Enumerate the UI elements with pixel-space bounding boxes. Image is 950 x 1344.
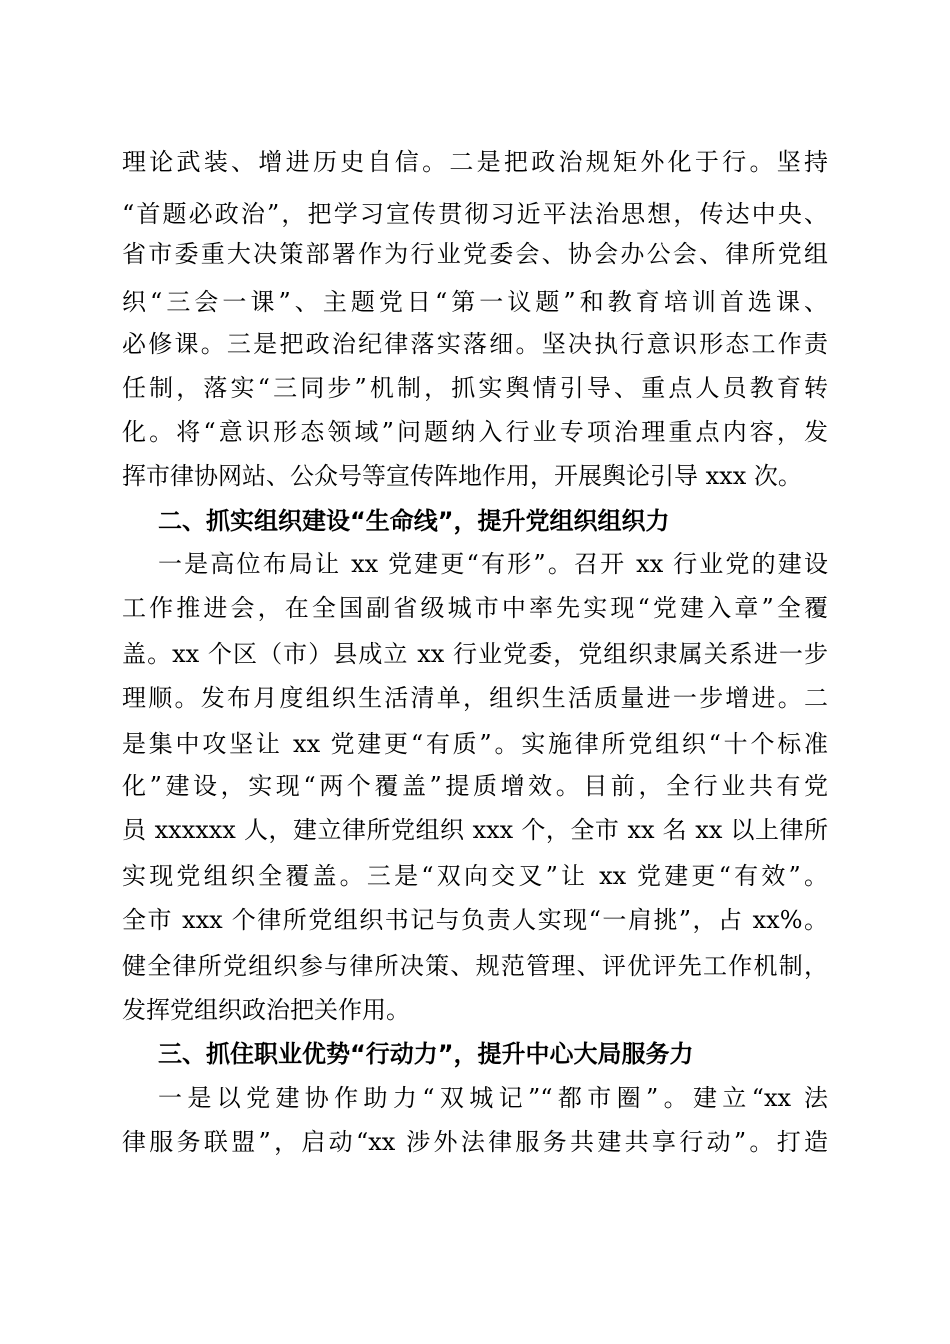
section-heading-organization: 二、抓实组织建设“生命线”，提升党组织组织力 [158,507,670,535]
text-line: 全市 xxx 个律所党组织书记与负责人实现“一肩挑”，占 xx%。 [122,906,828,934]
text-line: 织“三会一课”、主题党日“第一议题”和教育培训首选课、 [122,288,828,316]
text-line: 省市委重大决策部署作为行业党委会、协会办公会、律所党组 [122,240,828,268]
text-line: 工作推进会，在全国副省级城市中率先实现“党建入章”全覆 [122,594,828,622]
section-heading-service: 三、抓住职业优势“行动力”，提升中心大局服务力 [158,1040,694,1068]
text-line: 发挥党组织政治把关作用。 [122,996,410,1024]
text-line: 化”建设，实现“两个覆盖”提质增效。目前，全行业共有党 [122,772,828,800]
text-line: 健全律所党组织参与律所决策、规范管理、评优评先工作机制， [122,952,828,980]
text-line: 任制，落实“三同步”机制，抓实舆情引导、重点人员教育转 [122,374,828,402]
text-line: 律服务联盟”，启动“xx 涉外法律服务共建共享行动”。打造 [122,1128,828,1156]
text-line: 盖。xx 个区（市）县成立 xx 行业党委，党组织隶属关系进一步 [122,640,828,668]
text-line: 一是以党建协作助力“双城记”“都市圈”。建立“xx 法 [158,1084,828,1112]
text-line: 挥市律协网站、公众号等宣传阵地作用，开展舆论引导 xxx 次。 [122,462,802,490]
text-line: 实现党组织全覆盖。三是“双向交叉”让 xx 党建更“有效”。 [122,862,828,890]
text-line: 员 xxxxxx 人，建立律所党组织 xxx 个，全市 xx 名 xx 以上律所 [122,816,828,844]
text-line: 是集中攻坚让 xx 党建更“有质”。实施律所党组织“十个标准 [122,730,828,758]
text-line: “首题必政治”，把学习宣传贯彻习近平法治思想，传达中央、 [122,200,828,228]
text-line: 化。将“意识形态领域”问题纳入行业专项治理重点内容，发 [122,418,828,446]
text-line: 理顺。发布月度组织生活清单，组织生活质量进一步增进。二 [122,684,828,712]
text-line: 一是高位布局让 xx 党建更“有形”。召开 xx 行业党的建设 [158,550,828,578]
text-line: 理论武装、增进历史自信。二是把政治规矩外化于行。坚持 [122,148,828,176]
text-line: 必修课。三是把政治纪律落实落细。坚决执行意识形态工作责 [122,330,828,358]
